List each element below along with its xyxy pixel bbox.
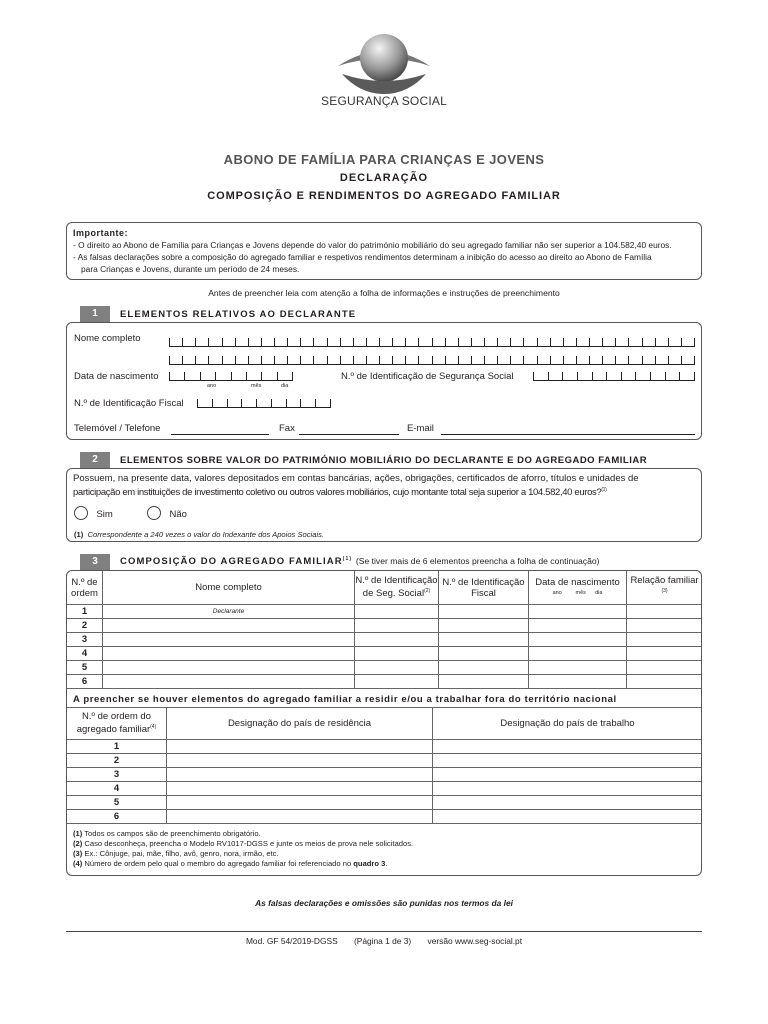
fax-label: Fax [279,423,295,434]
footer-page: (Página 1 de 3) [353,936,412,946]
patrimonio-footnote: (1) Correspondente a 240 vezes o valor do Indexante dos Apoios Sociais. [74,530,325,539]
row-number: 3 [67,633,103,647]
telefone-field[interactable] [171,425,269,435]
section-number: 2 [80,452,110,468]
footer-version: versão www.seg-social.pt [427,936,523,946]
nao-option[interactable] [147,504,187,522]
nome-field-line-2[interactable] [169,353,695,365]
table-row[interactable] [67,754,703,768]
section-title: ELEMENTOS SOBRE VALOR DO PATRIMÓNIO MOBILIÁRIO DO DECLARANTE E DO AGREGADO FAMILIAR [120,454,648,466]
row-number: 4 [67,782,167,796]
row-number: 1 [67,605,103,619]
col-ordem: N.º de ordem [67,571,103,605]
form-title: ABONO DE FAMÍLIA PARA CRIANÇAS E JOVENS [223,152,545,167]
important-heading: Importante: [73,228,128,238]
row-number: 4 [67,647,103,661]
col-rel: Relação familiar $^{(3)}$ [627,571,703,605]
col-residencia: Designação do país de residência [167,708,433,740]
row-number: 5 [67,796,167,810]
fora-table [66,707,702,824]
nif-field[interactable] [197,396,331,408]
sim-radio[interactable] [74,506,88,520]
agregado-table [66,570,702,689]
table-row[interactable] [67,810,703,824]
table-row[interactable] [67,740,703,754]
footnote: (1) Todos os campos são de preenchimento obrigatório. [73,829,261,838]
section-3-footnotes [73,829,413,869]
row-number: 5 [67,661,103,675]
section-title: COMPOSIÇÃO DO AGREGADO FAMILIAR$^{(1)}$ (Se tiver mais de 6 elementos preencha a folha de continuação) [120,556,600,568]
table-row[interactable] [67,796,703,810]
table-row[interactable] [67,605,703,619]
email-field[interactable] [441,425,695,435]
telefone-label: Telemóvel / Telefone [74,423,161,434]
row-number: 2 [67,754,167,768]
row-number: 6 [67,810,167,824]
nascimento-label: Data de nascimento [74,371,159,382]
row-number: 2 [67,619,103,633]
section-3-header [80,554,600,570]
footnote: (3) Ex.: Cônjuge, pai, mãe, filho, avô, genro, nora, irmão, etc. [73,849,279,858]
row-number: 3 [67,768,167,782]
section-title: ELEMENTOS RELATIVOS AO DECLARANTE [120,308,357,320]
col-nif: N.º de Identificação Fiscal [439,571,529,605]
col-ordem-agregado: N.º de ordem do agregado familiar$^{(4)}$ [67,708,167,740]
important-line-3: para Crianças e Jovens, durante um período de 24 meses. [81,264,300,274]
table-row[interactable] [67,768,703,782]
dia-label: dia [281,383,289,389]
col-data: Data de nascimento ano mês dia [529,571,627,605]
email-label: E-mail [407,423,434,434]
section-number: 3 [80,554,110,570]
section-2-box [66,468,702,542]
niss-label: N.º de Identificação de Segurança Social [341,371,514,382]
section-number: 1 [80,306,110,322]
mes-label: mês [251,383,262,389]
form-subtitle-2: COMPOSIÇÃO E RENDIMENTOS DO AGREGADO FAMILIAR [207,190,561,202]
col-trabalho: Designação do país de trabalho [433,708,703,740]
important-line-2: - As falsas declarações sobre a composição do agregado familiar e respetivos rendimentos determinam a inibição do acesso ao direito ao Abono de Família [73,252,652,262]
table-row[interactable] [67,633,703,647]
table-row[interactable] [67,782,703,796]
row-number: 6 [67,675,103,689]
table-row[interactable] [67,675,703,689]
falsas-declaracoes-warning: As falsas declarações e omissões são punidas nos termos da lei [255,898,513,908]
col-niss: N.º de Identificação de Seg. Social$^{(2)}$ [355,571,439,605]
important-notice [66,222,702,280]
patrimonio-text-2: participação em instituições de investimento coletivo ou outros valores mobiliários, cujo montante total seja superior a 104.582,40 euros?$^{(1)}$ [73,487,607,499]
form-subtitle: DECLARAÇÃO [339,172,429,184]
important-line-1: - O direito ao Abono de Família para Crianças e Jovens depende do valor do património mobiliário do seu agregado familiar não ser superior a 104.582,40 euros. [73,240,672,250]
table-row[interactable] [67,661,703,675]
footer-model: Mod. GF 54/2019-DGSS [245,936,338,946]
col-nome: Nome completo [103,571,355,605]
table-row[interactable] [67,619,703,633]
seguranca-social-logo-icon [328,28,440,98]
sim-label: Sim [96,509,113,520]
sim-option[interactable] [74,504,113,522]
nome-label: Nome completo [74,333,141,344]
nascimento-field[interactable] [169,369,293,381]
niss-field[interactable] [533,369,695,381]
footer [0,936,768,946]
intro-text: Antes de preencher leia com atenção a folha de informações e instruções de preenchimento [208,288,560,298]
row-number: 1 [67,740,167,754]
footnote: (4) Número de ordem pelo qual o membro do agregado familiar foi referenciado no quadro 3. [73,859,388,868]
logo-text: SEGURANÇA SOCIAL [321,94,447,108]
fax-field[interactable] [299,425,399,435]
footer-divider [66,931,702,932]
nao-label: Não [169,509,187,520]
section-3-box [66,570,702,876]
section-1-box [66,322,702,440]
patrimonio-text-1: Possuem, na presente data, valores depositados em contas bancárias, ações, obrigações, certificados de aforro, títulos e unidades de [73,473,639,484]
section-1-header [80,306,356,322]
section-2-header [80,452,647,468]
nome-field-line-1[interactable] [169,335,695,347]
declarante-cell: Declarante [103,605,355,619]
table-row[interactable] [67,647,703,661]
nao-radio[interactable] [147,506,161,520]
footnote: (2) Caso desconheça, preencha o Modelo RV1017-DGSS e junte os meios de prova nele solicitados. [73,839,414,848]
fora-title: A preencher se houver elementos do agregado familiar a residir e/ou a trabalhar fora do território nacional [73,694,617,705]
nif-label: N.º de Identificação Fiscal [74,398,184,409]
ano-label: ano [207,383,217,389]
